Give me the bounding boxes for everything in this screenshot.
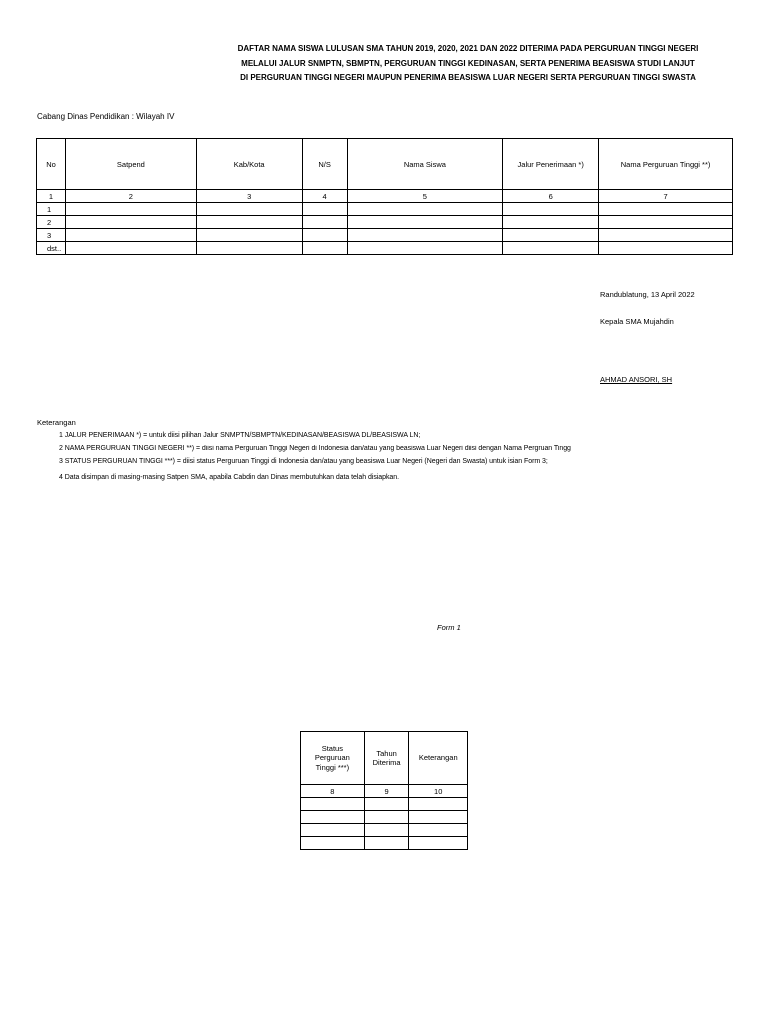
col-header-status: Status Perguruan Tinggi ***) bbox=[301, 732, 365, 785]
table-cell[interactable] bbox=[65, 229, 196, 242]
column-number-row bbox=[37, 190, 733, 203]
col-number: 8 bbox=[301, 785, 365, 798]
table-cell[interactable] bbox=[409, 798, 468, 811]
form-label: Form 1 bbox=[437, 623, 461, 632]
col-header-satpend: Satpend bbox=[65, 139, 196, 190]
col-number: 1 bbox=[37, 190, 66, 203]
table-cell[interactable] bbox=[302, 242, 347, 255]
table-cell[interactable] bbox=[503, 216, 599, 229]
col-number: 2 bbox=[65, 190, 196, 203]
table-cell[interactable] bbox=[301, 837, 365, 850]
col-number: 3 bbox=[196, 190, 302, 203]
table-row bbox=[301, 837, 468, 850]
table-cell[interactable] bbox=[65, 203, 196, 216]
table-cell[interactable] bbox=[364, 837, 409, 850]
student-table bbox=[36, 138, 733, 255]
table-row bbox=[301, 824, 468, 837]
table-row bbox=[301, 811, 468, 824]
title-line-2: MELALUI JALUR SNMPTN, SBMPTN, PERGURUAN TINGGI KEDINASAN, SERTA PENERIMA BEASISWA STUDI LANJUT bbox=[241, 58, 695, 68]
table-row bbox=[37, 229, 733, 242]
note-item-4: 4 Data disimpan di masing-masing Satpen SMA, apabila Cabdin dan Dinas membutuhkan data telah disiapkan. bbox=[59, 474, 399, 481]
table-cell[interactable] bbox=[599, 216, 733, 229]
table-row bbox=[37, 242, 733, 255]
table-cell[interactable] bbox=[302, 229, 347, 242]
table-cell[interactable] bbox=[409, 824, 468, 837]
col-header-kab-kota: Kab/Kota bbox=[196, 139, 302, 190]
col-header-nama-siswa: Nama Siswa bbox=[347, 139, 503, 190]
table-cell[interactable] bbox=[301, 824, 365, 837]
table-row bbox=[301, 798, 468, 811]
col-number: 6 bbox=[503, 190, 599, 203]
col-header-tahun: Tahun Diterima bbox=[364, 732, 409, 785]
table-row bbox=[37, 203, 733, 216]
signature-place-date: Randublatung, 13 April 2022 bbox=[600, 290, 695, 299]
table-cell[interactable] bbox=[196, 216, 302, 229]
signature-name: AHMAD ANSORI, SH bbox=[600, 375, 673, 384]
table-cell[interactable] bbox=[196, 229, 302, 242]
col-number: 10 bbox=[409, 785, 468, 798]
table-cell[interactable] bbox=[503, 242, 599, 255]
table-cell[interactable] bbox=[347, 229, 503, 242]
table-cell[interactable] bbox=[196, 203, 302, 216]
table-cell[interactable] bbox=[301, 798, 365, 811]
col-header-no: No bbox=[37, 139, 66, 190]
table-cell[interactable] bbox=[409, 837, 468, 850]
table-cell[interactable] bbox=[599, 242, 733, 255]
document-title bbox=[200, 42, 736, 86]
note-item-2: 2 NAMA PERGURUAN TINGGI NEGERI **) = diisi nama Perguruan Tinggi Negeri di Indonesia dan/atau yang beasiswa Luar Negeri diisi dengan Nama Pergruan Tingg bbox=[59, 445, 571, 452]
table-cell[interactable] bbox=[364, 811, 409, 824]
notes-title: Keterangan bbox=[37, 418, 76, 427]
col-number: 9 bbox=[364, 785, 409, 798]
table-cell[interactable] bbox=[65, 242, 196, 255]
table-header-row bbox=[301, 732, 468, 785]
column-number-row bbox=[301, 785, 468, 798]
table-header-row bbox=[37, 139, 733, 190]
table-cell[interactable] bbox=[302, 203, 347, 216]
col-number: 7 bbox=[599, 190, 733, 203]
note-item-3: 3 STATUS PERGURUAN TINGGI ***) = diisi status Perguruan Tinggi di Indonesia dan/atau yang beasiswa Luar Negeri (Negeri dan Swasta) untuk isian Form 3; bbox=[59, 458, 548, 465]
col-header-jalur: Jalur Penerimaan *) bbox=[503, 139, 599, 190]
signature-position: Kepala SMA Mujahdin bbox=[600, 317, 674, 326]
table-cell[interactable] bbox=[364, 824, 409, 837]
table-cell[interactable] bbox=[65, 216, 196, 229]
table-cell[interactable] bbox=[503, 229, 599, 242]
col-number: 5 bbox=[347, 190, 503, 203]
table-row bbox=[37, 216, 733, 229]
row-number: dst.. bbox=[37, 242, 66, 255]
title-line-3: DI PERGURUAN TINGGI NEGERI MAUPUN PENERIMA BEASISWA LUAR NEGERI SERTA PERGURUAN TINGGI SWASTA bbox=[240, 73, 696, 82]
table-cell[interactable] bbox=[301, 811, 365, 824]
branch-label: Cabang Dinas Pendidikan : Wilayah IV bbox=[37, 112, 175, 121]
col-header-keterangan: Keterangan bbox=[409, 732, 468, 785]
table-cell[interactable] bbox=[364, 798, 409, 811]
table-cell[interactable] bbox=[599, 229, 733, 242]
table-cell[interactable] bbox=[302, 216, 347, 229]
table-cell[interactable] bbox=[347, 242, 503, 255]
title-line-1: DAFTAR NAMA SISWA LULUSAN SMA TAHUN 2019, 2020, 2021 DAN 2022 DITERIMA PADA PERGURUAN TINGGI NEGERI bbox=[237, 44, 699, 53]
col-header-ns: N/S bbox=[302, 139, 347, 190]
row-number: 2 bbox=[37, 216, 66, 229]
table-cell[interactable] bbox=[347, 203, 503, 216]
table-cell[interactable] bbox=[409, 811, 468, 824]
row-number: 1 bbox=[37, 203, 66, 216]
col-number: 4 bbox=[302, 190, 347, 203]
note-item-1: 1 JALUR PENERIMAAN *) = untuk diisi pilihan Jalur SNMPTN/SBMPTN/KEDINASAN/BEASISWA DL/BEASISWA LN; bbox=[59, 432, 421, 439]
col-header-perguruan-tinggi: Nama Perguruan Tinggi **) bbox=[599, 139, 733, 190]
status-table bbox=[300, 731, 468, 850]
table-cell[interactable] bbox=[599, 203, 733, 216]
table-cell[interactable] bbox=[503, 203, 599, 216]
table-cell[interactable] bbox=[196, 242, 302, 255]
table-cell[interactable] bbox=[347, 216, 503, 229]
row-number: 3 bbox=[37, 229, 66, 242]
